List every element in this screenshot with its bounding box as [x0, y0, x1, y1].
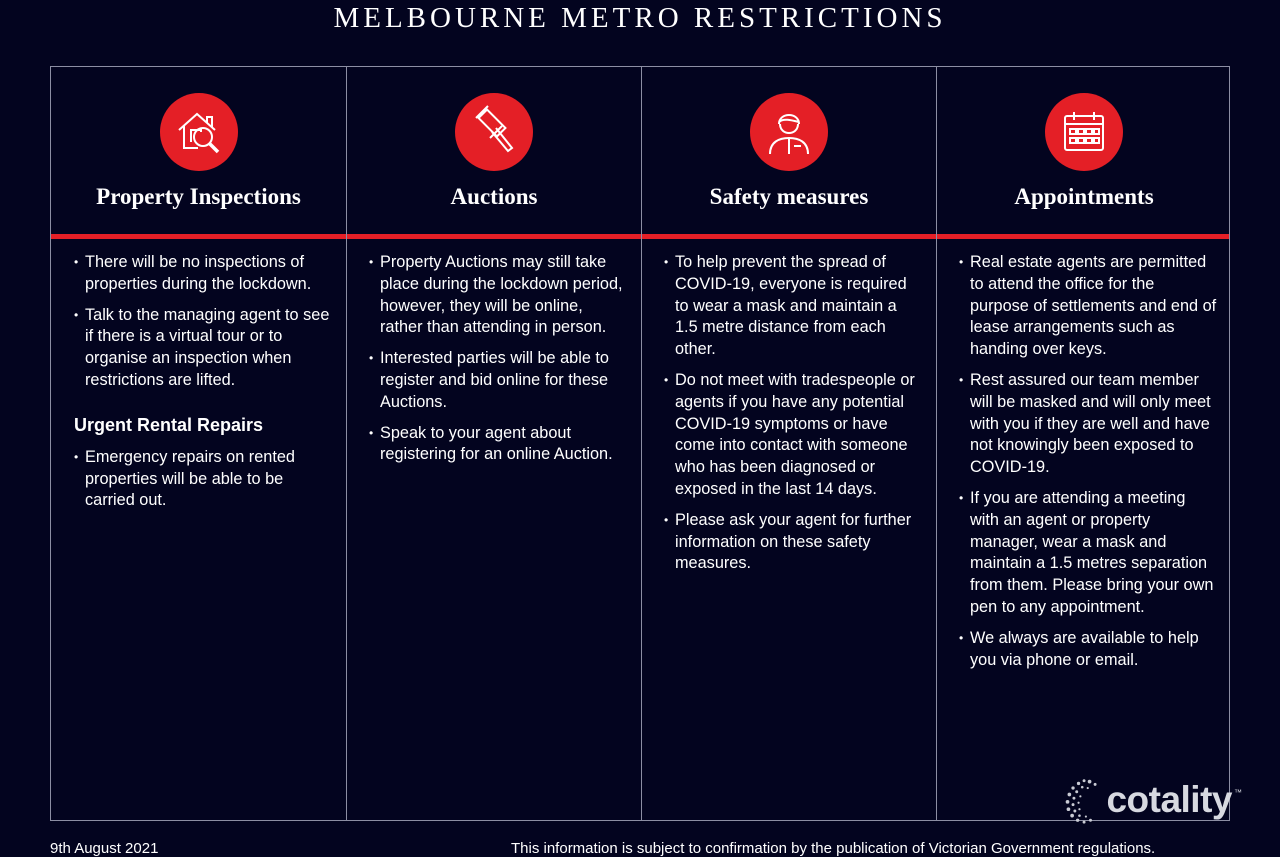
bullet-item: • There will be no inspections of properties during the lockdown.	[74, 252, 332, 296]
cotality-globe-logo	[1062, 772, 1102, 828]
column-safety-measures	[641, 67, 936, 820]
cotality-logo	[1062, 772, 1242, 828]
bullet-item: • Real estate agents are permitted to attend the office for the purpose of settlements and end of lease arrangements such as handing over keys.	[959, 252, 1217, 361]
page-title: MELBOURNE METRO RESTRICTIONS	[333, 2, 947, 34]
column-auctions	[346, 67, 641, 820]
bullet-item: • Property Auctions may still take place during the lockdown period, however, they will be online, rather than attending in person.	[369, 252, 627, 339]
bullet-item: • Speak to your agent about registering for an online Auction.	[369, 423, 627, 467]
column-title: Safety measures	[709, 184, 869, 209]
column-body	[74, 252, 332, 521]
column-body	[369, 252, 627, 475]
bullet-item: • If you are attending a meeting with an agent or property manager, wear a mask and maintain a 1.5 metres separation from them. Please bring your own pen to any appointment.	[959, 488, 1217, 619]
footer-date: 9th August 2021	[50, 840, 159, 857]
column-body	[959, 252, 1217, 680]
column-title: Auctions	[450, 184, 538, 209]
brand-trademark: ™	[1234, 787, 1242, 797]
column-body	[664, 252, 922, 584]
bullet-item: • Emergency repairs on rented properties will be able to be carried out.	[74, 447, 332, 512]
calendar-icon	[1045, 93, 1123, 171]
bullet-item: • Please ask your agent for further information on these safety measures.	[664, 510, 922, 575]
column-appointments	[936, 67, 1231, 820]
bullet-item: • Interested parties will be able to register and bid online for these Auctions.	[369, 348, 627, 413]
bullet-item: • Rest assured our team member will be masked and will only meet with you if they are well and have not knowingly been exposed to COVID-19.	[959, 370, 1217, 479]
column-property-inspections	[51, 67, 346, 820]
column-title: Property Inspections	[96, 184, 301, 209]
brand-name: cotality	[1106, 779, 1232, 820]
footer-disclaimer: This information is subject to confirmation by the publication of Victorian Government regulations.	[511, 840, 1156, 857]
column-title: Appointments	[1014, 184, 1154, 209]
gavel-icon	[455, 93, 533, 171]
bullet-item: • Do not meet with tradespeople or agents if you have any potential COVID-19 symptoms or have come into contact with someone who has been diagnosed or exposed in the last 14 days.	[664, 370, 922, 501]
urgent-repairs-heading: Urgent Rental Repairs	[74, 414, 264, 435]
bullet-item: • We always are available to help you via phone or email.	[959, 628, 1217, 672]
restrictions-panel	[50, 66, 1230, 821]
bullet-item: • To help prevent the spread of COVID-19, everyone is required to wear a mask and maintain a 1.5 metre distance from each other.	[664, 252, 922, 361]
bullet-item: • Talk to the managing agent to see if there is a virtual tour or to organise an inspection when restrictions are lifted.	[74, 305, 332, 392]
house-magnifier-icon	[160, 93, 238, 171]
person-agent-icon	[750, 93, 828, 171]
